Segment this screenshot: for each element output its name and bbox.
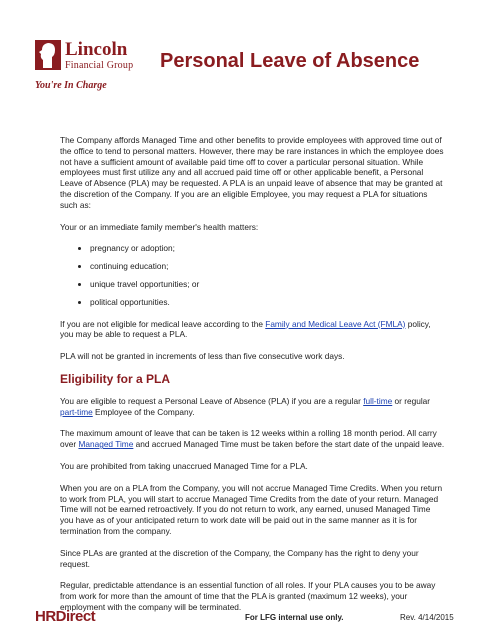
logo-name: Lincoln — [65, 39, 128, 60]
hrdirect-logo: HRDirect — [35, 608, 96, 625]
list-item: • pregnancy or adoption; — [90, 243, 445, 254]
unaccrued-paragraph: You are prohibited from taking unaccrued Managed Time for a PLA. — [60, 460, 308, 471]
discretion-paragraph: Since PLAs are granted at the discretion of the Company, the Company has the right to deny your request. — [60, 547, 419, 569]
attendance-paragraph: Regular, predictable attendance is an essential function of all roles. If your PLA causes you to be away from work for more than the amount of time that the PLA is granted (maximum 12 weeks), your employment with the company will be terminated. — [60, 580, 436, 612]
fmla-paragraph: If you are not eligible for medical leave according to the Family and Medical Leave Act (FMLA) policy, you may be able to request a PLA. — [60, 318, 431, 340]
accrual-paragraph: When you are on a PLA from the Company, you will not accrue Managed Time Credits. When you return to work from PLA, you will start to accrue Managed Time Credits from the date of your return. Managed Time will not be earned retroactively. If you do not return to work, any earned, unused Managed Time you have as of your anticipated return to work date will be paid out in the same manner as it is for termination from the company. — [60, 482, 443, 536]
maximum-leave-paragraph: The maximum amount of leave that can be taken is 12 weeks within a rolling 18 month period. All carry over Managed Time and accrued Managed Time must be taken before the start date of the unpaid leave. — [60, 428, 445, 450]
logo-subtitle: Financial Group — [65, 60, 134, 71]
document-body — [60, 135, 445, 624]
lincoln-logo — [35, 40, 170, 100]
eligibility-paragraph: You are eligible to request a Personal Leave of Absence (PLA) if you are a regular full-time or regular part-time Employee of the Company. — [60, 395, 431, 417]
document-header — [0, 0, 495, 110]
lincoln-profile-icon — [35, 40, 61, 70]
situations-list — [60, 243, 445, 307]
fmla-link[interactable]: Family and Medical Leave Act (FMLA) — [265, 318, 406, 329]
health-matters-paragraph: Your or an immediate family member's health matters: — [60, 221, 259, 232]
logo-tagline: You're In Charge — [35, 80, 107, 91]
document-footer — [0, 600, 495, 640]
list-item: • political opportunities. — [90, 297, 445, 308]
document-title: Personal Leave of Absence — [160, 50, 420, 72]
part-time-link[interactable]: part-time — [60, 406, 93, 417]
list-item: • continuing education; — [90, 261, 445, 272]
managed-time-link[interactable]: Managed Time — [78, 439, 134, 450]
eligibility-heading: Eligibility for a PLA — [60, 371, 171, 386]
intro-paragraph: The Company affords Managed Time and other benefits to provide employees with approved time out of the office to tend to personal matters. However, there may be rare instances in which the employee does not have a sufficient amount of available paid time off to cover a particular personal situation. While employees must first utilize any and all accrued paid time off or other applicable benefit, a Personal Leave of Absence (PLA) may be requested. A PLA is an unpaid leave of absence that may be granted at the discretion of the Company. If you are an eligible Employee, you may request a PLA for situations such as: — [60, 135, 444, 210]
list-item: • unique travel opportunities; or — [90, 279, 445, 290]
full-time-link[interactable]: full-time — [363, 395, 393, 406]
increments-paragraph: PLA will not be granted in increments of less than five consecutive work days. — [60, 351, 345, 362]
internal-use-note: For LFG internal use only. — [245, 613, 344, 622]
revision-date: Rev. 4/14/2015 — [400, 613, 454, 622]
